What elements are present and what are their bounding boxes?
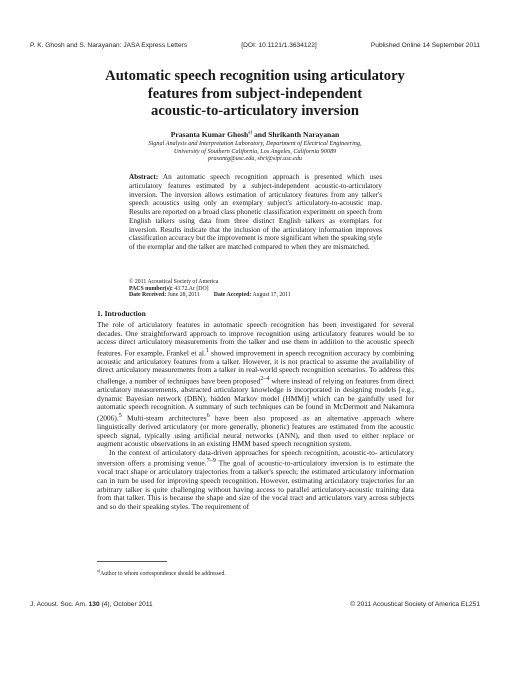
journal-volume: 130 <box>88 601 100 608</box>
author-name: Prasanta Kumar Ghosh <box>170 130 249 139</box>
journal-issue: (4), October 2011 <box>99 601 153 608</box>
citation: 1 <box>205 346 209 354</box>
title-line: Automatic speech recognition using articulatory <box>105 68 405 84</box>
section-heading: 1. Introduction <box>97 309 146 318</box>
footnote-text: Author to whom correspondence should be addressed. <box>100 570 226 577</box>
author-list <box>40 130 470 139</box>
footer-copyright-page: © 2011 Acoustical Society of America EL251 <box>350 601 480 608</box>
date-accepted <box>214 292 291 299</box>
affiliation-line: Signal Analysis and Interpretation Laboratory, Department of Electrical Engineering, <box>148 140 362 147</box>
abstract-label: Abstract: <box>129 173 159 181</box>
author-name: Shrikanth Narayanan <box>268 130 340 139</box>
header-authors: P. K. Ghosh and S. Narayanan: JASA Express Letters <box>30 42 188 49</box>
header-published-date: Published Online 14 September 2011 <box>370 42 480 49</box>
journal-name: J. Acoust. Soc. Am. <box>30 601 89 608</box>
footnote-mark: a) <box>248 130 253 136</box>
text-run: The goal of acoustic-to-articulatory inversion is to estimate the vocal tract shape or articulatory trajectories from a talker's speech; the estimated articulatory information can in turn be used for improving speech recognition. However, estimating articulatory trajectories for an arbitrary talker is quite challenging without having access to parallel articulatory-acoustic training data from that talker. This is because the shape and size of the vocal tract and articulators vary across subjects and so do their speaking styles. The requirement of <box>97 458 415 511</box>
pacs-label: PACS number(s): <box>129 285 173 292</box>
citation: 5 <box>118 411 122 419</box>
date-received <box>129 292 200 299</box>
text-run: Multi-steam architectures <box>121 413 207 423</box>
text-run: In the context of articulatory data-driven approaches for speech recognition, acoustic-to- articulatory inversion offers a promising venue. <box>97 447 414 468</box>
pacs-line <box>129 286 382 293</box>
text-run: where instead of relying on features from direct articulatory measurements, abstracted articulatory knowledge is incorporated in designing models [e.g., dynamic Bayesian network (DBN), hidden Markov model (HMM)] which can be gainfully used for automatic speech recognition. A summary of such techniques can be found in McDermott and Nakamura (2006). <box>97 376 414 423</box>
text-run: showed improvement in speech recognition accuracy by combining acoustic and articulatory features from a talker. However, it is not practical to assume the availability of direct articulatory measurements from a talker in real-world speech recognition scenarios. To address this challenge, a number of techniques have been proposed <box>97 348 414 386</box>
journal-citation <box>30 601 153 608</box>
body-text <box>97 321 414 511</box>
date-accepted-value: August 17, 2011 <box>252 292 291 299</box>
citation: 7–9 <box>206 457 216 465</box>
title-line: features from subject-independent <box>147 85 363 102</box>
article-metadata <box>129 279 382 299</box>
footnote-divider <box>97 561 167 562</box>
header-doi: [DOI: 10.1121/1.3634122] <box>241 42 317 49</box>
citation: 6 <box>206 411 210 419</box>
running-header <box>30 42 480 49</box>
page-footer <box>30 601 480 608</box>
date-accepted-label: Date Accepted: <box>213 292 252 299</box>
date-received-value: June 28, 2011 <box>167 292 200 299</box>
text-run: have been also proposed as an alternative approach where linguistically derived articulatory (or more generally, phonetic) features are estimated from the acoustic speech signal, typically using artificial neural networks (ANN), and then used to either replace or augment acoustic observations in an existing HMM based speech recognition system. <box>97 413 414 449</box>
affiliation <box>40 140 470 163</box>
abstract-text: An automatic speech recognition approach is presented which uses articulatory features estimated by a subject-independent acoustic-to-articulatory inversion. The inversion allows estimation of articulatory features from any talker's speech acoustics using only an exemplary subject's articulatory-to-acoustic map. Results are reported on a broad class phonetic classification experiment on speech from English talkers using data from three distinct English talkers as exemplars for inversion. Results indicate that the inclusion of the articulatory information improves classification accuracy but the improvement is more significant when the speaking style of the exemplar and the talker are matched compared to when they are mismatched. <box>129 173 383 251</box>
footnote <box>97 568 226 577</box>
footnote-mark: a) <box>97 568 101 573</box>
paragraph <box>97 449 414 512</box>
pacs-value: 43.72.Ar [DO] <box>174 285 209 292</box>
citation: 2–4 <box>260 375 270 383</box>
paper-title <box>40 68 470 121</box>
dates-line <box>129 292 382 299</box>
text-run: The role of articulatory features in automatic speech recognition has been investigated for several decades. One straightforward approach to improve recognition using articulatory features would be to access direct articulatory measurements from the talker and use them in addition to the acoustic speech features. For example, Frankel et al. <box>97 320 414 358</box>
author-connector: and <box>252 130 269 139</box>
abstract <box>129 173 382 252</box>
affiliation-line: University of Southern California, Los Angeles, California 90089 <box>173 147 337 155</box>
author-emails: prasantg@usc.edu, shri@sipi.usc.edu <box>207 155 303 163</box>
title-line: acoustic-to-articulatory inversion <box>151 103 359 119</box>
paragraph <box>97 321 414 449</box>
copyright-notice: © 2011 Acoustical Society of America <box>129 279 219 285</box>
date-received-label: Date Received: <box>129 292 167 299</box>
